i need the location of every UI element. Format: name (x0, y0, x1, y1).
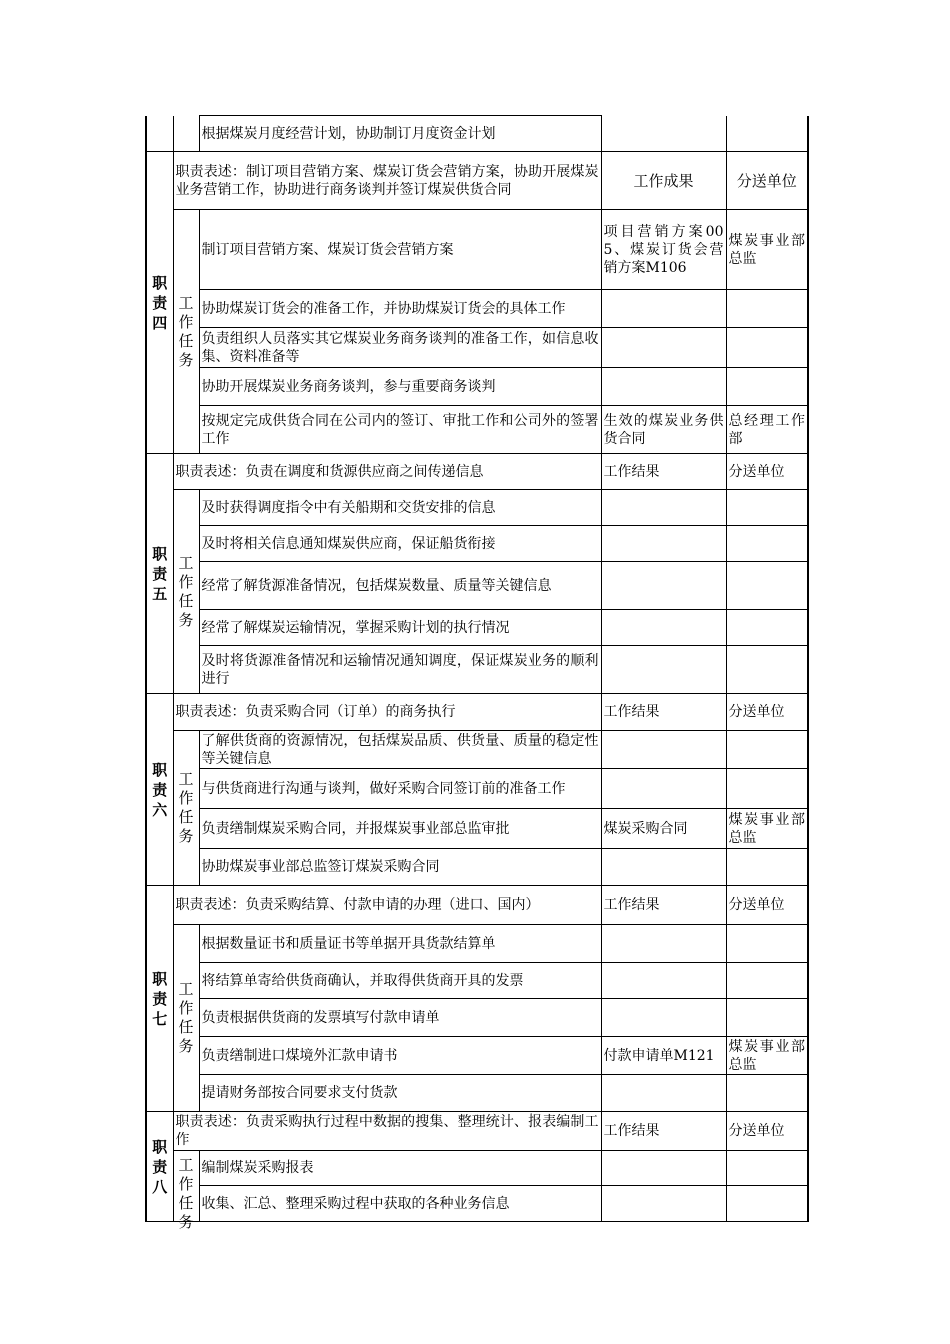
blank-cell (146, 116, 173, 152)
duty-statement: 职责表述：制订项目营销方案、煤炭订货会营销方案，协助开展煤炭业务营销工作，协助进行商务谈判并签订煤炭供货合同 (173, 152, 601, 210)
dest-header: 分送单位 (726, 454, 808, 490)
duty-heading-4 (146, 152, 173, 454)
task-cell: 根据煤炭月度经营计划，协助制订月度资金计划 (199, 116, 601, 152)
result-header: 工作结果 (601, 1112, 726, 1151)
duty-heading-text: 职责五 (152, 544, 168, 603)
task-cell: 制订项目营销方案、煤炭订货会营销方案 (199, 210, 601, 290)
task-cell: 经常了解煤炭运输情况，掌握采购计划的执行情况 (199, 610, 601, 646)
result-cell (601, 116, 726, 152)
duty-statement: 职责表述：负责采购结算、付款申请的办理（进口、国内） (173, 886, 601, 925)
task-cell: 按规定完成供货合同在公司内的签订、审批工作和公司外的签署工作 (199, 406, 601, 454)
result-cell (601, 999, 726, 1037)
result-header: 工作结果 (601, 694, 726, 731)
result-cell (601, 849, 726, 886)
result-cell (601, 925, 726, 963)
duty-statement: 职责表述：负责采购执行过程中数据的搜集、整理统计、报表编制工作 (173, 1112, 601, 1151)
result-cell (601, 290, 726, 328)
dest-cell (726, 769, 808, 809)
task-cell: 及时将货源准备情况和运输情况通知调度，保证煤炭业务的顺利进行 (199, 646, 601, 694)
dest-header: 分送单位 (726, 1112, 808, 1151)
task-cell: 协助煤炭订货会的准备工作，并协助煤炭订货会的具体工作 (199, 290, 601, 328)
task-label-text: 工作任务 (178, 980, 194, 1055)
dest-cell (726, 963, 808, 999)
result-cell (601, 769, 726, 809)
duty-heading-text: 职责六 (152, 760, 168, 819)
dest-header: 分送单位 (726, 152, 808, 210)
result-header: 工作结果 (601, 886, 726, 925)
result-cell (601, 963, 726, 999)
task-label (173, 731, 199, 886)
dest-cell (726, 1186, 808, 1222)
dest-cell (726, 490, 808, 526)
result-cell: 生效的煤炭业务供货合同 (601, 406, 726, 454)
result-cell (601, 562, 726, 610)
dest-cell (726, 849, 808, 886)
dest-cell (726, 999, 808, 1037)
task-label-text: 工作任务 (178, 770, 194, 845)
dest-cell (726, 526, 808, 562)
dest-cell (726, 1075, 808, 1112)
task-label (173, 210, 199, 454)
task-cell: 经常了解货源准备情况，包括煤炭数量、质量等关键信息 (199, 562, 601, 610)
dest-header: 分送单位 (726, 694, 808, 731)
dest-cell: 总经理工作部 (726, 406, 808, 454)
task-cell: 了解供货商的资源情况，包括煤炭品质、供货量、质量的稳定性等关键信息 (199, 731, 601, 769)
result-cell (601, 1186, 726, 1222)
dest-cell: 煤炭事业部总监 (726, 809, 808, 849)
task-cell: 负责缮制煤炭采购合同，并报煤炭事业部总监审批 (199, 809, 601, 849)
task-cell: 将结算单寄给供货商确认，并取得供货商开具的发票 (199, 963, 601, 999)
task-label (173, 1151, 199, 1231)
task-cell: 提请财务部按合同要求支付货款 (199, 1075, 601, 1112)
task-cell: 协助煤炭事业部总监签订煤炭采购合同 (199, 849, 601, 886)
task-cell: 负责根据供货商的发票填写付款申请单 (199, 999, 601, 1037)
task-label-text: 工作任务 (178, 293, 194, 369)
result-cell: 煤炭采购合同 (601, 809, 726, 849)
task-cell: 负责组织人员落实其它煤炭业务商务谈判的准备工作，如信息收集、资料准备等 (199, 328, 601, 368)
result-cell (601, 1151, 726, 1186)
task-cell: 及时获得调度指令中有关船期和交货安排的信息 (199, 490, 601, 526)
duty-heading-6 (146, 694, 173, 886)
result-cell (601, 526, 726, 562)
task-cell: 编制煤炭采购报表 (199, 1151, 601, 1186)
dest-cell (726, 925, 808, 963)
dest-cell (726, 328, 808, 368)
dest-cell (726, 116, 808, 152)
duty-heading-7 (146, 886, 173, 1112)
result-cell (601, 731, 726, 769)
result-header: 工作成果 (601, 152, 726, 210)
dest-cell: 煤炭事业部总监 (726, 210, 808, 290)
task-label (173, 925, 199, 1112)
duty-statement: 职责表述：负责在调度和货源供应商之间传递信息 (173, 454, 601, 490)
task-cell: 协助开展煤炭业务商务谈判，参与重要商务谈判 (199, 368, 601, 406)
dest-cell (726, 731, 808, 769)
dest-cell (726, 646, 808, 694)
result-cell (601, 490, 726, 526)
task-label-text: 工作任务 (178, 1156, 194, 1231)
duty-statement: 职责表述：负责采购合同（订单）的商务执行 (173, 694, 601, 731)
dest-cell (726, 562, 808, 610)
task-cell: 与供货商进行沟通与谈判，做好采购合同签订前的准备工作 (199, 769, 601, 809)
result-cell (601, 646, 726, 694)
duty-heading-text: 职责四 (152, 273, 168, 332)
dest-cell: 煤炭事业部总监 (726, 1037, 808, 1075)
result-cell: 项目营销方案005、煤炭订货会营销方案M106 (601, 210, 726, 290)
result-cell (601, 1075, 726, 1112)
duty-heading-text: 职责七 (152, 969, 168, 1028)
dest-cell (726, 290, 808, 328)
result-cell (601, 368, 726, 406)
duty-table (145, 115, 809, 1231)
result-header: 工作结果 (601, 454, 726, 490)
task-cell: 负责缮制进口煤境外汇款申请书 (199, 1037, 601, 1075)
result-cell (601, 328, 726, 368)
task-cell: 收集、汇总、整理采购过程中获取的各种业务信息 (199, 1186, 601, 1222)
result-cell (601, 610, 726, 646)
task-cell: 根据数量证书和质量证书等单据开具货款结算单 (199, 925, 601, 963)
task-label-text: 工作任务 (178, 553, 194, 629)
blank-cell (173, 116, 199, 152)
dest-cell (726, 610, 808, 646)
duty-heading-5 (146, 454, 173, 694)
duty-heading-8 (146, 1112, 173, 1222)
dest-cell (726, 368, 808, 406)
dest-cell (726, 1151, 808, 1186)
task-label (173, 490, 199, 694)
result-cell: 付款申请单M121 (601, 1037, 726, 1075)
task-cell: 及时将相关信息通知煤炭供应商，保证船货衔接 (199, 526, 601, 562)
dest-header: 分送单位 (726, 886, 808, 925)
duty-heading-text: 职责八 (152, 1137, 168, 1196)
